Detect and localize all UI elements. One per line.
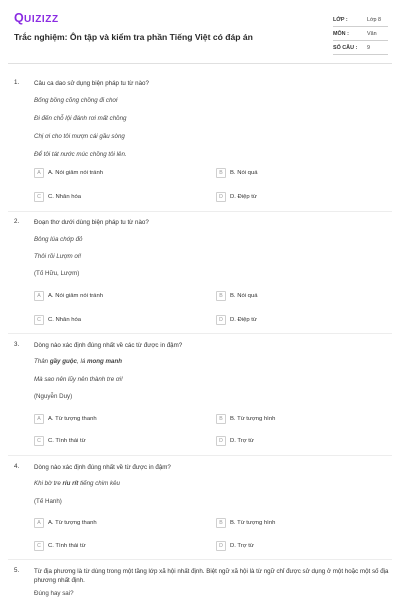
option-d[interactable] bbox=[216, 436, 254, 446]
option-text: D. Trợ từ bbox=[230, 438, 254, 444]
question-number: 4. bbox=[14, 463, 20, 470]
option-letter-box: C bbox=[34, 315, 44, 325]
option-d[interactable] bbox=[216, 192, 257, 202]
option-letter-box: C bbox=[34, 436, 44, 446]
meta-table bbox=[333, 13, 388, 55]
page-title: Trắc nghiệm: Ôn tập và kiểm tra phần Tiếng Việt có đáp án bbox=[14, 32, 253, 42]
question-divider bbox=[8, 211, 392, 212]
question-divider bbox=[8, 559, 392, 560]
verse-text: Khi bờ tre bbox=[34, 480, 63, 487]
svg-text:UIZIZZ: UIZIZZ bbox=[24, 14, 59, 25]
meta-key: LỚP : bbox=[333, 16, 348, 23]
verse-line bbox=[34, 358, 389, 365]
option-a[interactable] bbox=[34, 414, 97, 424]
verse-source: (Tế Hanh) bbox=[34, 498, 62, 505]
option-text: A. Từ tượng thanh bbox=[48, 520, 97, 526]
svg-text:Q: Q bbox=[14, 11, 24, 25]
verse-line: Để tôi tát nước múc chồng tôi lên. bbox=[34, 151, 127, 158]
question-number: 3. bbox=[14, 341, 20, 348]
verse-line: Mà sao nên lũy nên thành tre ơi! bbox=[34, 376, 123, 383]
bold-word: gầy guộc bbox=[49, 358, 77, 365]
meta-key: SỐ CÂU : bbox=[333, 44, 358, 51]
meta-row-subject bbox=[333, 27, 388, 41]
option-b[interactable] bbox=[216, 518, 275, 528]
question-divider bbox=[8, 455, 392, 456]
verse-line: Thôi rồi Lượm ơi! bbox=[34, 253, 82, 260]
option-text: A. Nói giảm nói tránh bbox=[48, 170, 104, 176]
option-b[interactable] bbox=[216, 291, 258, 301]
question-number: 2. bbox=[14, 218, 20, 225]
question-stem: Từ địa phương là từ dùng trong một tầng lớp xã hội nhất định. Biệt ngữ xã hội là từ ngữ chỉ được sử dụng ở một hoặc một số địa phương nhất định. bbox=[34, 568, 389, 584]
option-b[interactable] bbox=[216, 168, 258, 178]
verse-line: Bống bồng cõng chồng đi chơi bbox=[34, 97, 118, 104]
quizizz-logo bbox=[14, 10, 74, 31]
meta-value: Văn bbox=[367, 30, 377, 37]
option-letter-box: B bbox=[216, 414, 226, 424]
option-d[interactable] bbox=[216, 315, 257, 325]
option-text: B. Từ tượng hình bbox=[230, 520, 276, 526]
option-text: D. Điệp từ bbox=[230, 194, 257, 200]
question-stem: Câu ca dao sử dụng biện pháp tu từ nào? bbox=[34, 80, 149, 87]
option-a[interactable] bbox=[34, 518, 97, 528]
verse-line: Chị ơi cho tôi mượn cái gầu sòng bbox=[34, 133, 125, 140]
option-b[interactable] bbox=[216, 414, 275, 424]
option-letter-box: B bbox=[216, 168, 226, 178]
option-letter-box: D bbox=[216, 436, 226, 446]
question-number: 5. bbox=[14, 567, 20, 574]
option-letter-box: A bbox=[34, 168, 44, 178]
bold-word: ríu rít bbox=[62, 480, 79, 487]
option-text: C. Nhân hóa bbox=[48, 317, 82, 323]
verse-source: (Tố Hữu, Lượm) bbox=[34, 270, 80, 277]
option-letter-box: D bbox=[216, 315, 226, 325]
option-letter-box: A bbox=[34, 414, 44, 424]
meta-value: Lớp 8 bbox=[367, 16, 382, 23]
option-text: B. Từ tượng hình bbox=[230, 416, 276, 422]
option-a[interactable] bbox=[34, 291, 103, 301]
verse-text: , lá bbox=[77, 358, 87, 365]
option-text: C. Tình thái từ bbox=[48, 543, 86, 549]
option-letter-box: B bbox=[216, 518, 226, 528]
option-text: D. Trợ từ bbox=[230, 543, 254, 549]
option-c[interactable] bbox=[34, 315, 81, 325]
option-letter-box: B bbox=[216, 291, 226, 301]
option-text: A. Từ tượng thanh bbox=[48, 416, 97, 422]
verse-line: Đi đến chỗ lội đánh rơi mất chồng bbox=[34, 115, 127, 122]
option-text: C. Tình thái từ bbox=[48, 438, 86, 444]
question-stem: Đoạn thơ dưới dùng biện pháp tu từ nào? bbox=[34, 219, 149, 226]
option-letter-box: D bbox=[216, 192, 226, 202]
meta-value: 9 bbox=[367, 44, 370, 51]
option-letter-box: C bbox=[34, 192, 44, 202]
option-d[interactable] bbox=[216, 541, 254, 551]
option-letter-box: A bbox=[34, 518, 44, 528]
option-c[interactable] bbox=[34, 541, 86, 551]
verse-text: Thân bbox=[34, 358, 50, 365]
option-letter-box: A bbox=[34, 291, 44, 301]
meta-row-count bbox=[333, 41, 388, 55]
header-divider bbox=[8, 63, 392, 64]
verse-line: Bông lúa chớp đỏ bbox=[34, 236, 83, 243]
question-number: 1. bbox=[14, 79, 20, 86]
question-stem: Dòng nào xác định đúng nhất về các từ được in đậm? bbox=[34, 342, 183, 349]
option-letter-box: C bbox=[34, 541, 44, 551]
meta-key: MÔN : bbox=[333, 30, 349, 37]
option-text: B. Nói quá bbox=[230, 293, 258, 299]
question-prompt: Đúng hay sai? bbox=[34, 590, 74, 597]
question-divider bbox=[8, 333, 392, 334]
meta-row-class bbox=[333, 13, 388, 27]
option-text: C. Nhân hóa bbox=[48, 194, 82, 200]
bold-word: mong manh bbox=[86, 358, 123, 365]
option-text: D. Điệp từ bbox=[230, 317, 257, 323]
question-stem: Dòng nào xác định đúng nhất về từ được in đậm? bbox=[34, 464, 171, 471]
option-c[interactable] bbox=[34, 436, 86, 446]
verse-text: tiếng chim kêu bbox=[78, 480, 120, 487]
option-a[interactable] bbox=[34, 168, 103, 178]
verse-source: (Nguyễn Duy) bbox=[34, 393, 73, 400]
option-text: A. Nói giảm nói tránh bbox=[48, 293, 104, 299]
option-c[interactable] bbox=[34, 192, 81, 202]
verse-line bbox=[34, 480, 389, 487]
option-text: B. Nói quá bbox=[230, 170, 258, 176]
option-letter-box: D bbox=[216, 541, 226, 551]
